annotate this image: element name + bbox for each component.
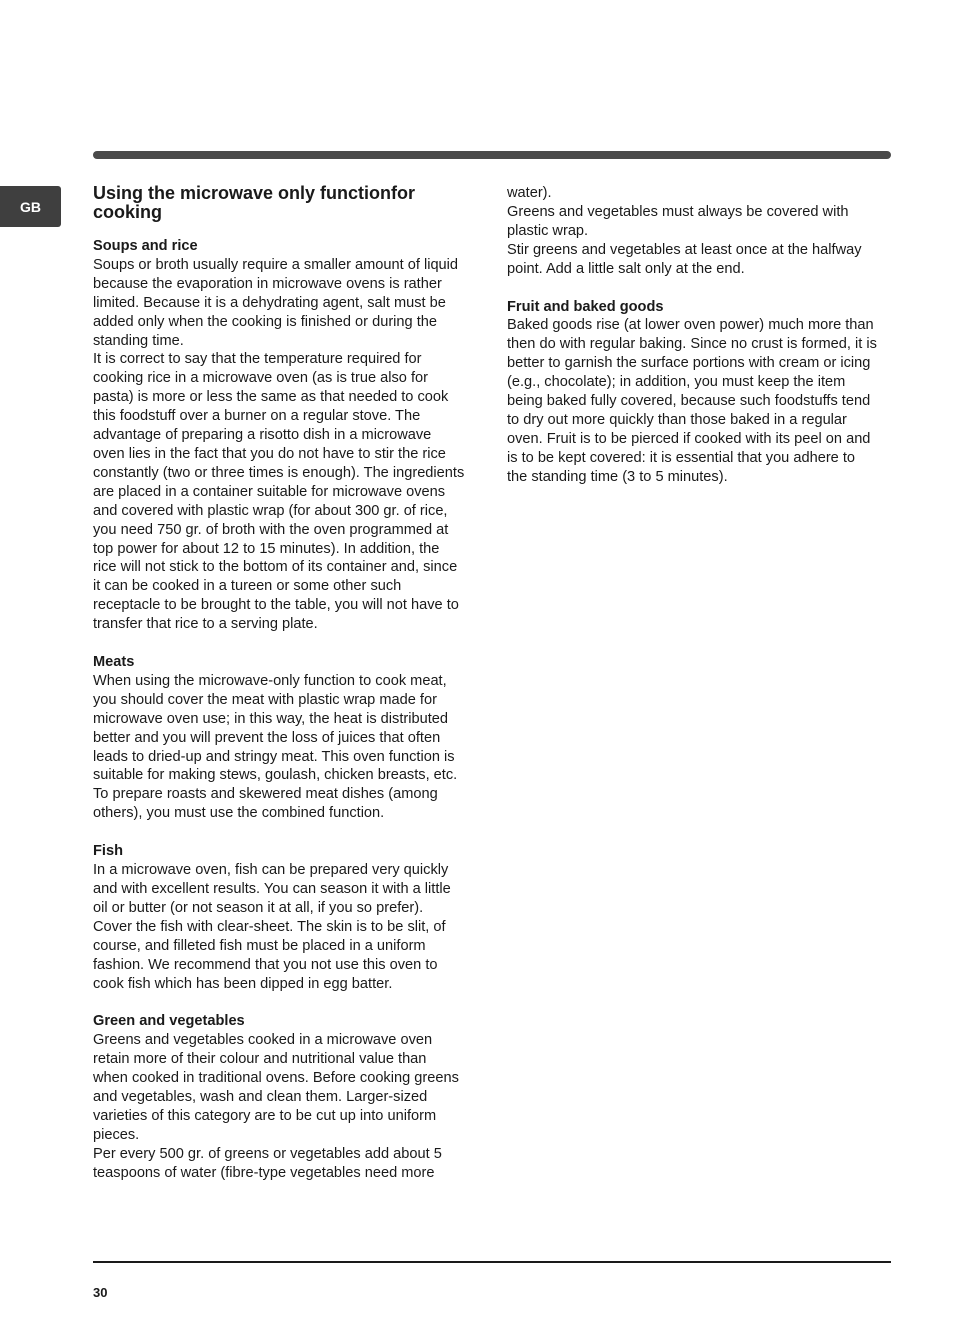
paragraph: Soups or broth usually require a smaller amount of liquid because the evaporation in microwave ovens is rather limited. Because it is a dehydrating agent, salt must be added only when the cooking is finished or during the standing time. xyxy=(93,256,459,349)
paragraph: Greens and vegetables must always be covered with plastic wrap. xyxy=(507,203,849,239)
section-meats xyxy=(93,653,465,823)
paragraph: Stir greens and vegetables at least once at the halfway point. Add a little salt only at the end. xyxy=(507,241,862,277)
section-soups-and-rice xyxy=(93,237,465,634)
language-tab: GB xyxy=(0,186,61,227)
header-rule xyxy=(93,151,891,159)
section-heading: Green and vegetables xyxy=(93,1013,245,1030)
footer-rule xyxy=(93,1261,891,1263)
paragraph: Baked goods rise (at lower oven power) much more than then do with regular baking. Since no crust is formed, it is better to garnish the surface portions with cream or icing (e.g., chocolate); in addition, you must keep the item being baked fully covered, because such foodstuffs tend to dry out more quickly than those baked in a regular oven. Fruit is to be pierced if cooked with its peel on and is to be kept covered: it is essential that you adhere to the standing time (3 to 5 minutes). xyxy=(507,317,877,485)
paragraph: Per every 500 gr. of greens or vegetables add about 5 teaspoons of water (fibre-type vegetables need more xyxy=(93,1145,442,1181)
right-column xyxy=(507,184,879,506)
page-title: Using the microwave only functionfor cooking xyxy=(93,183,416,222)
paragraph: Greens and vegetables cooked in a microwave oven retain more of their colour and nutritional value than when cooked in traditional ovens. Before cooking greens and vegetables, wash and clean them. Larger-sized varieties of this category are to be cut up into uniform pieces. xyxy=(93,1032,459,1143)
section-heading: Meats xyxy=(93,654,135,671)
paragraph: When using the microwave-only function to cook meat, you should cover the meat with plastic wrap made for microwave oven use; in this way, the heat is distributed better and you will prevent the loss of juices that often leads to dried-up and stringy meat. This oven function is suitable for making stews, goulash, chicken breasts, etc. To prepare roasts and skewered meat dishes (among others), you must use the combined function. xyxy=(93,672,458,822)
paragraph: water). xyxy=(507,185,552,201)
section-heading: Soups and rice xyxy=(93,238,198,254)
paragraph: In a microwave oven, fish can be prepared very quickly and with excellent results. You can season it with a little oil or butter (or not season it at all, if you so prefer). Cover the fish with clear-sheet. The skin is to be slit, of course, and filleted fish must be placed in a uniform fashion. We recommend that you not use this oven to cook fish which has been dipped in egg batter. xyxy=(93,862,451,992)
section-heading: Fruit and baked goods xyxy=(507,298,664,315)
section-fish xyxy=(93,842,465,993)
page-number: 30 xyxy=(93,1285,108,1300)
section-green-and-vegetables xyxy=(93,1012,465,1182)
section-fruit-and-baked-goods xyxy=(507,298,879,487)
section-green-and-vegetables-continued xyxy=(507,184,879,279)
section-heading: Fish xyxy=(93,843,123,860)
paragraph: It is correct to say that the temperature required for cooking rice in a microwave oven (as is true also for pasta) is more or less the same as that needed to cook this foodstuff over a burner on a regular stove. The advantage of preparing a risotto dish in a microwave oven lies in the fact that you do not have to stir the rice constantly (two or three times is enough). The ingredients are placed in a container suitable for microwave ovens and covered with plastic wrap (for about 300 gr. of rice, you need 750 gr. of broth with the oven programmed at top power for about 12 to 15 minutes). In addition, the rice will not stick to the bottom of its container and, since it can be cooked in a tureen or some other such receptacle to be brought to the table, you will not have to transfer that rice to a serving plate. xyxy=(93,351,465,633)
left-column xyxy=(93,184,465,1202)
